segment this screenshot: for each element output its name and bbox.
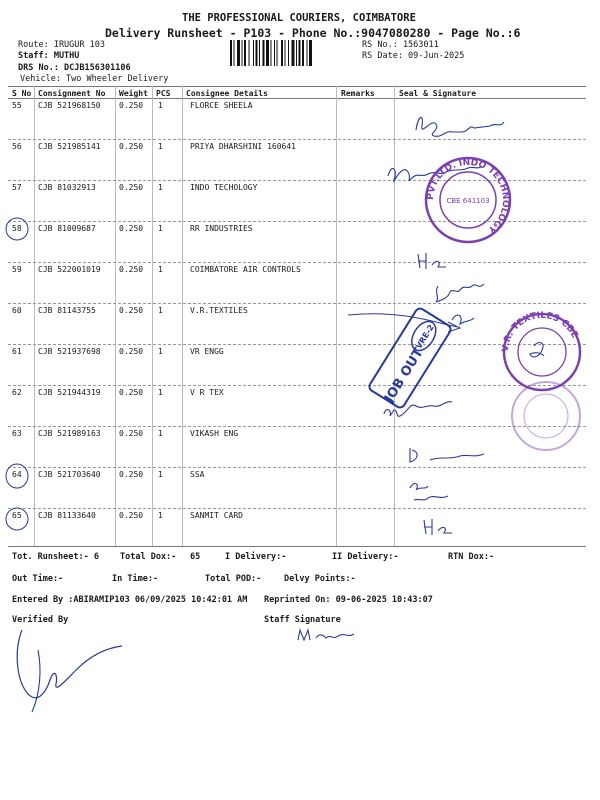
row-sno: 61 [12, 347, 22, 356]
table-row [0, 101, 600, 121]
row-divider [8, 385, 586, 386]
row-consignment: CJB 522001019 [38, 265, 101, 274]
i-delivery: I Delivery:- [225, 552, 287, 562]
in-time: In Time:- [112, 574, 159, 584]
row-pcs: 1 [158, 183, 163, 192]
row-consignment: CJB 81009687 [38, 224, 96, 233]
col-consignment: Consignment No [38, 89, 106, 98]
company-name: THE PROFESSIONAL COURIERS, COIMBATORE [182, 12, 416, 24]
row-consignment: CJB 81143755 [38, 306, 96, 315]
row-divider [8, 508, 586, 509]
signature-59 [436, 284, 484, 302]
runsheet-title: Delivery Runsheet - P103 - Phone No.:9047080280 - Page No.:6 [105, 26, 521, 40]
row-consignee: VIKASH ENG [190, 429, 239, 438]
row-divider [8, 426, 586, 427]
table-row [0, 388, 600, 408]
row-consignment: CJB 521985141 [38, 142, 101, 151]
row-consignee: VR ENGG [190, 347, 224, 356]
row-sno: 56 [12, 142, 22, 151]
col-pcs: PCS [156, 89, 171, 98]
row-consignee: INDO TECHOLOGY [190, 183, 258, 192]
col-sno: S No [12, 89, 32, 98]
row-divider [8, 344, 586, 345]
row-consignee: SANMIT CARD [190, 511, 243, 520]
row-divider [8, 139, 586, 140]
row-sno: 62 [12, 388, 22, 397]
row-divider [8, 467, 586, 468]
verified-signature [17, 630, 122, 698]
verified-by: Verified By [12, 615, 69, 625]
row-consignee: SSA [190, 470, 205, 479]
row-weight: 0.250 [119, 101, 144, 110]
staff-signature-label: Staff Signature [264, 615, 341, 625]
table-row [0, 224, 600, 244]
table-row [0, 142, 600, 162]
row-weight: 0.250 [119, 470, 144, 479]
row-weight: 0.250 [119, 511, 144, 520]
row-consignment: CJB 521937698 [38, 347, 101, 356]
total-dox-value: 65 [190, 552, 201, 562]
row-sno: 57 [12, 183, 22, 192]
row-consignee: V R TEX [190, 388, 224, 397]
rs-date: RS Date: 09-Jun-2025 [362, 51, 465, 61]
total-dox-label: Total Dox:- [120, 552, 177, 562]
row-consignee: COIMBATORE AIR CONTROLS [190, 265, 301, 274]
row-sno: 64 [12, 470, 22, 479]
row-weight: 0.250 [119, 388, 144, 397]
row-consignment: CJB 521968150 [38, 101, 101, 110]
header-top-rule [8, 86, 586, 87]
row-divider [8, 180, 586, 181]
row-consignee: V.R.TEXTILES [190, 306, 248, 315]
row-consignee: RR INDUSTRIES [190, 224, 253, 233]
row-sno: 58 [12, 224, 22, 233]
rs-number: RS No.: 1563011 [362, 40, 439, 50]
entered-by: Entered By :ABIRAMIP103 06/09/2025 10:42:01 AM [12, 595, 248, 605]
table-row [0, 183, 600, 203]
staff-signature [298, 630, 354, 640]
summary-rule [8, 546, 586, 547]
row-consignee: PRIYA DHARSHINI 160641 [190, 142, 296, 151]
vr-stamp-ring-text: V.R. TEXTILES CBE [500, 310, 580, 353]
vehicle: Vehicle: Two Wheeler Delivery [20, 74, 169, 84]
indo-stamp-ring-text: PVT.LTD. INDO TECHNOLOGY [425, 157, 511, 235]
row-weight: 0.250 [119, 183, 144, 192]
row-pcs: 1 [158, 224, 163, 233]
row-weight: 0.250 [119, 265, 144, 274]
row-pcs: 1 [158, 101, 163, 110]
delvy-points: Delvy Points:- [284, 574, 356, 584]
col-remarks: Remarks [341, 89, 375, 98]
drs-number: DRS No.: DCJB156301106 [18, 63, 131, 73]
row-sno: 60 [12, 306, 22, 315]
ii-delivery: II Delivery:- [332, 552, 399, 562]
table-row [0, 306, 600, 326]
route: Route: IRUGUR 103 [18, 40, 105, 50]
row-consignee: FLORCE SHEELA [190, 101, 253, 110]
row-weight: 0.250 [119, 142, 144, 151]
row-pcs: 1 [158, 388, 163, 397]
row-weight: 0.250 [119, 429, 144, 438]
row-pcs: 1 [158, 142, 163, 151]
row-consignment: CJB 521989163 [38, 429, 101, 438]
row-divider [8, 262, 586, 263]
table-row [0, 470, 600, 490]
staff: Staff: MUTHU [18, 51, 80, 61]
row-pcs: 1 [158, 306, 163, 315]
row-consignment: CJB 81133640 [38, 511, 96, 520]
row-sno: 55 [12, 101, 22, 110]
row-sno: 59 [12, 265, 22, 274]
col-consignee: Consignee Details [186, 89, 268, 98]
row-pcs: 1 [158, 429, 163, 438]
signature-63 [410, 448, 484, 462]
header-bottom-rule [8, 98, 586, 99]
row-divider [8, 221, 586, 222]
row-sno: 63 [12, 429, 22, 438]
rtn-dox: RTN Dox:- [448, 552, 495, 562]
job-out-text: JOB OUT [381, 345, 427, 406]
table-row [0, 429, 600, 449]
row-sno: 65 [12, 511, 22, 520]
col-seal: Seal & Signature [399, 89, 477, 98]
table-row [0, 265, 600, 285]
tot-runsheet: Tot. Runsheet:- 6 [12, 552, 99, 562]
table-row [0, 347, 600, 367]
barcode [230, 40, 358, 66]
row-weight: 0.250 [119, 224, 144, 233]
row-weight: 0.250 [119, 347, 144, 356]
row-pcs: 1 [158, 265, 163, 274]
indo-stamp-center-text: CBE 641103 [446, 197, 490, 205]
table-row [0, 511, 600, 531]
row-pcs: 1 [158, 511, 163, 520]
out-time: Out Time:- [12, 574, 64, 584]
row-consignment: CJB 521944319 [38, 388, 101, 397]
col-weight: Weight [119, 89, 148, 98]
row-pcs: 1 [158, 470, 163, 479]
row-consignment: CJB 521703640 [38, 470, 101, 479]
total-pod: Total POD:- [205, 574, 262, 584]
vre-text: VRE-2 [414, 323, 436, 351]
row-consignment: CJB 81032913 [38, 183, 96, 192]
row-pcs: 1 [158, 347, 163, 356]
row-divider [8, 303, 586, 304]
row-weight: 0.250 [119, 306, 144, 315]
reprinted-on: Reprinted On: 09-06-2025 10:43:07 [264, 595, 433, 605]
